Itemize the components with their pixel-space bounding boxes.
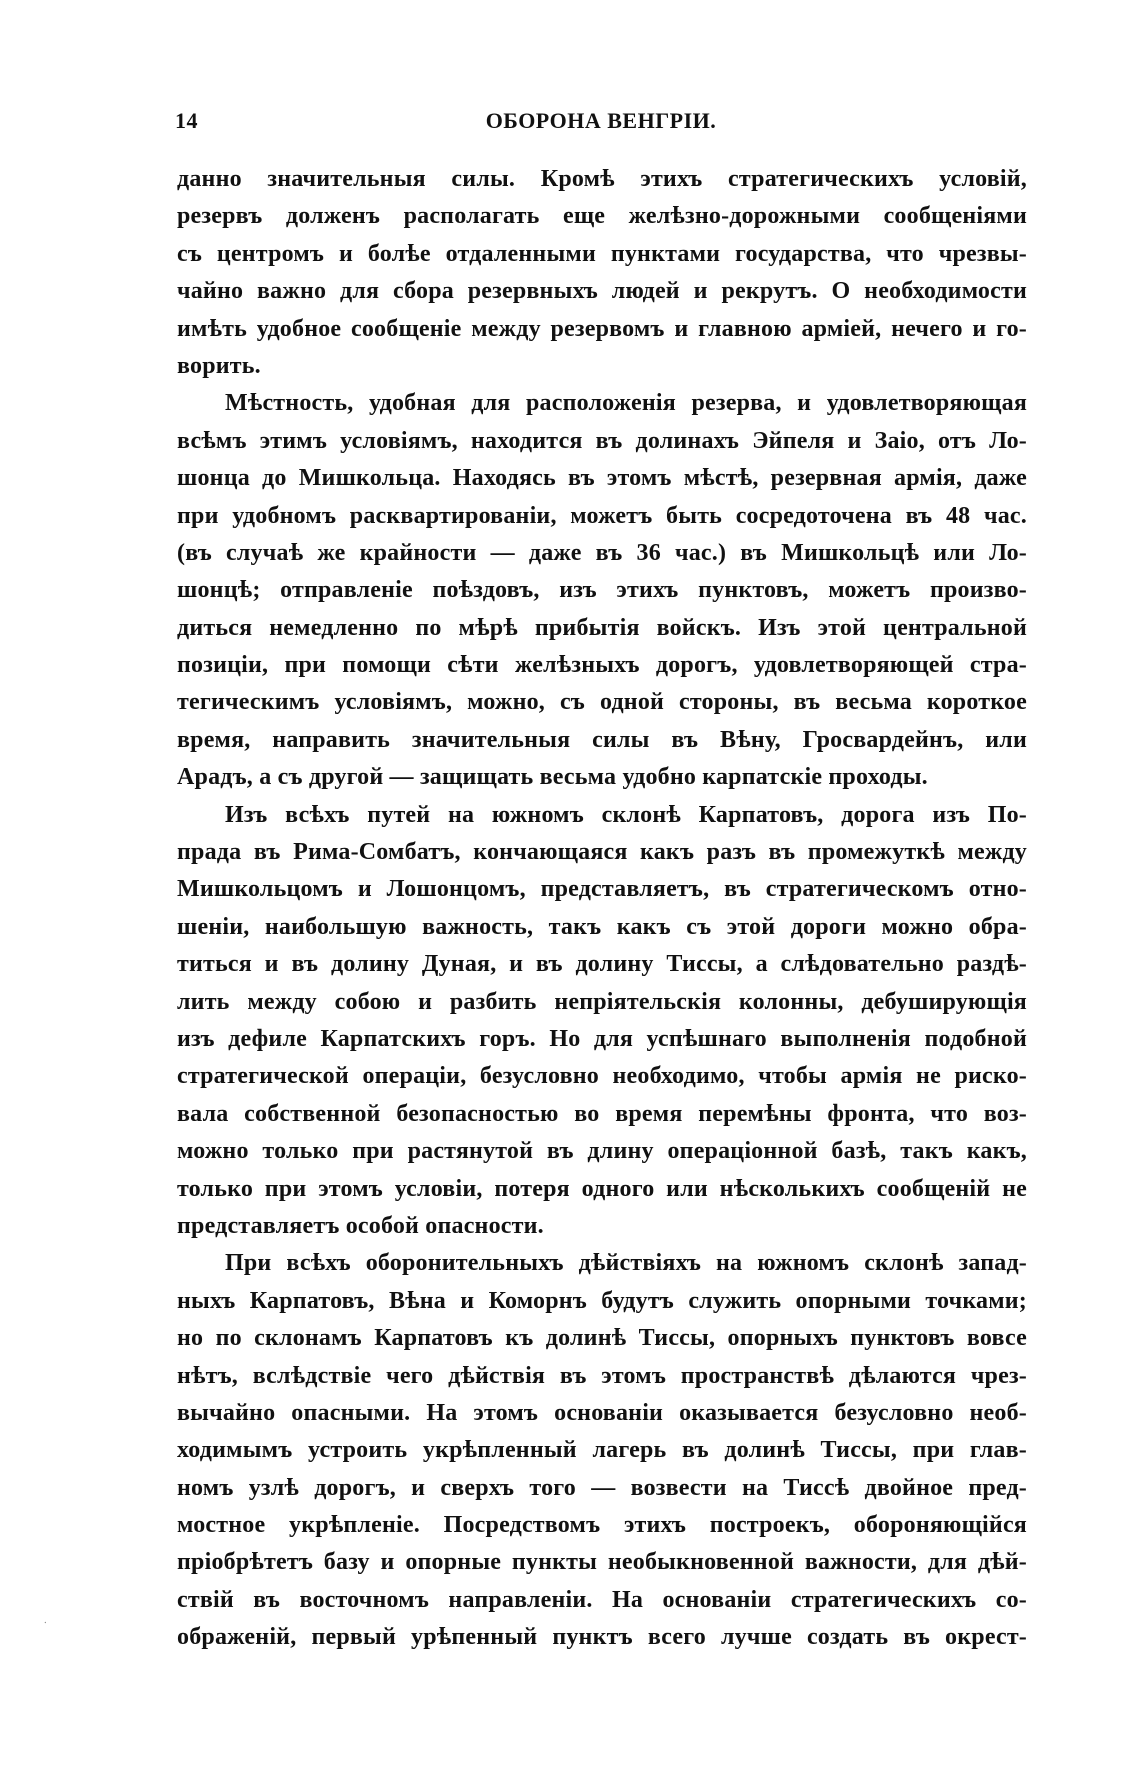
text-line: нѣтъ, вслѣдствіе чего дѣйствія въ этомъ пространствѣ дѣлаются чрез- — [177, 1362, 1027, 1389]
page-number: 14 — [175, 108, 198, 133]
text-line: Изъ всѣхъ путей на южномъ склонѣ Карпатовъ, дорога изъ По- — [225, 801, 1027, 828]
text-line: (въ случаѣ же крайности — даже въ 36 час.) въ Мишкольцѣ или Ло- — [177, 539, 1027, 566]
text-line: Мѣстность, удобная для расположенія резерва, и удовлетворяющая — [225, 390, 1027, 417]
text-line: резервъ долженъ располагать еще желѣзно-дорожными сообщеніями — [177, 203, 1027, 230]
text-line: пріобрѣтетъ базу и опорные пункты необыкновенной важности, для дѣй- — [177, 1549, 1027, 1576]
running-title: ОБОРОНА ВЕНГРІИ. — [485, 108, 717, 133]
text-line: ворить. — [177, 352, 261, 379]
text-line: всѣмъ этимъ условіямъ, находится въ долинахъ Эйпеля и Заіо, отъ Ло- — [177, 427, 1027, 454]
text-line: стратегической операціи, безусловно необходимо, чтобы армія не риско- — [177, 1063, 1027, 1090]
text-line: мостное укрѣпленіе. Посредствомъ этихъ построекъ, обороняющійся — [177, 1512, 1027, 1539]
text-line: ображеній, первый урѣпенный пунктъ всего лучше создать въ окрест- — [177, 1624, 1027, 1651]
text-line: при удобномъ расквартированіи, можетъ быть сосредоточена въ 48 час. — [177, 502, 1027, 529]
text-line: номъ узлѣ дорогъ, и сверхъ того — возвести на Тиссѣ двойное пред- — [177, 1474, 1027, 1501]
text-line: только при этомъ условіи, потеря одного или нѣсколькихъ сообщеній не — [177, 1175, 1027, 1202]
text-line: вала собственной безопасностью во время перемѣны фронта, что воз- — [177, 1100, 1027, 1127]
ink-speck: ⸱ — [44, 1618, 47, 1629]
body-text — [177, 161, 1027, 1657]
text-line: имѣть удобное сообщеніе между резервомъ и главною арміей, нечего и го- — [177, 315, 1027, 342]
text-line: шонцѣ; отправленіе поѣздовъ, изъ этихъ пунктовъ, можетъ произво- — [177, 577, 1027, 604]
text-line: диться немедленно по мѣрѣ прибытія войскъ. Изъ этой центральной — [177, 614, 1027, 641]
text-line: изъ дефиле Карпатскихъ горъ. Но для успѣшнаго выполненія подобной — [177, 1025, 1027, 1052]
text-line: вычайно опасными. На этомъ основаніи оказывается безусловно необ- — [177, 1399, 1027, 1426]
text-line: но по склонамъ Карпатовъ къ долинѣ Тиссы, опорныхъ пунктовъ вовсе — [177, 1325, 1027, 1352]
text-line: титься и въ долину Дуная, и въ долину Тиссы, а слѣдовательно раздѣ- — [177, 951, 1027, 978]
text-line: ходимымъ устроить укрѣпленный лагерь въ долинѣ Тиссы, при глав- — [177, 1437, 1027, 1464]
text-line: тегическимъ условіямъ, можно, съ одной стороны, въ весьма короткое — [177, 689, 1027, 716]
text-line: можно только при растянутой въ длину операціонной базѣ, такъ какъ, — [177, 1138, 1027, 1165]
text-line: ствій въ восточномъ направленіи. На основаніи стратегическихъ со- — [177, 1586, 1027, 1613]
text-line: шеніи, наибольшую важность, такъ какъ съ этой дороги можно обра- — [177, 913, 1027, 940]
text-line: чайно важно для сбора резервныхъ людей и рекрутъ. О необходимости — [177, 278, 1027, 305]
text-line: прада въ Рима-Сомбатъ, кончающаяся какъ разъ въ промежуткѣ между — [177, 839, 1027, 866]
text-line: ныхъ Карпатовъ, Вѣна и Коморнъ будутъ служить опорными точками; — [177, 1287, 1027, 1314]
text-line: При всѣхъ оборонительныхъ дѣйствіяхъ на южномъ склонѣ запад- — [225, 1250, 1027, 1277]
text-line: позиціи, при помощи сѣти желѣзныхъ дорогъ, удовлетворяющей стра- — [177, 652, 1027, 679]
text-line: Арадъ, а съ другой — защищать весьма удобно карпатскіе проходы. — [177, 764, 928, 791]
text-line: шонца до Мишкольца. Находясь въ этомъ мѣстѣ, резервная армія, даже — [177, 465, 1027, 492]
text-line: представляетъ особой опасности. — [177, 1212, 544, 1239]
text-line: лить между собою и разбить непріятельскія колонны, дебуширующія — [177, 988, 1027, 1015]
text-line: съ центромъ и болѣе отдаленными пунктами государства, что чрезвы- — [177, 240, 1027, 267]
text-line: данно значительныя силы. Кромѣ этихъ стратегическихъ условій, — [177, 166, 1027, 192]
running-head — [175, 108, 1027, 138]
text-line: время, направить значительныя силы въ Вѣну, Гросвардейнъ, или — [177, 726, 1027, 753]
text-line: Мишкольцомъ и Лошонцомъ, представляетъ, въ стратегическомъ отно- — [177, 876, 1027, 903]
